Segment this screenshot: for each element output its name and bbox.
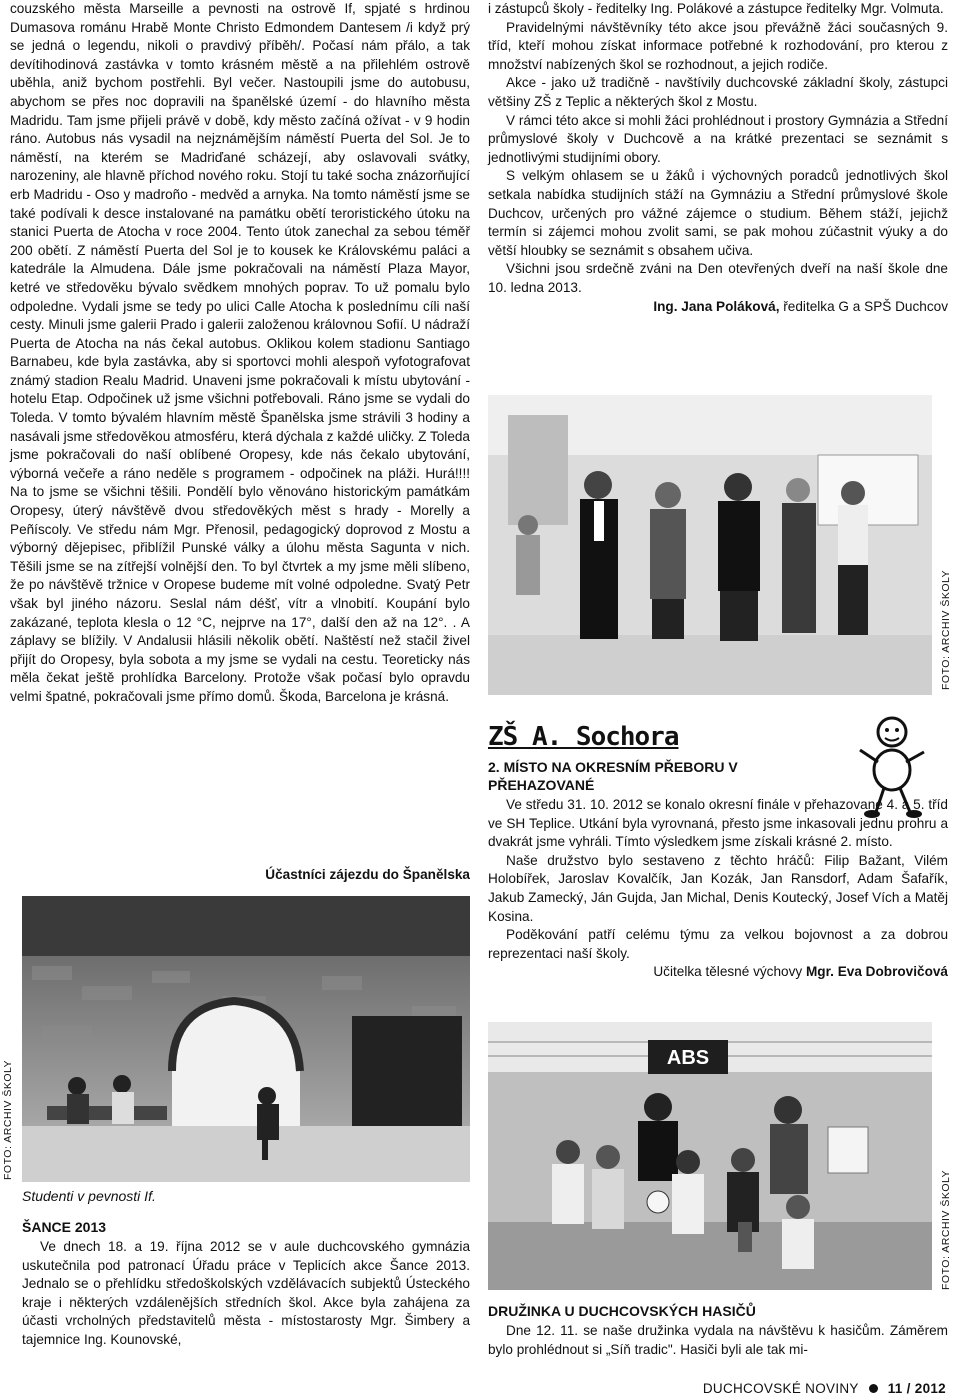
paragraph: Naše družstvo bylo sestaveno z těchto hráčů: Filip Bažant, Vilém Holobířek, Jaroslav Kovalčík, Jan Kozák, Jan Ransdorf, Adam Šafařík, Jakub Zamecký, Ján Gujda, Jan Michal, Denis Koutecký, Josef Vích a Matěj Kosina. xyxy=(488,852,948,924)
paragraph: S velkým ohlasem se u žáků i výchovných poradců jednotlivých škol setkala nabídka studijních stáží na Gymnáziu a Střední průmyslové škole Duchcov, určených pro vážné zájemce o studium. Během stáží, jejichž termín si zájemci mohou zvolit sami, se pak mohou zúčastnit výuky a do větší hloubky se seznámit s obsahem učiva. xyxy=(488,168,948,258)
paragraph: Všichni jsou srdečně zváni na Den otevřených dveří na naší škole dne 10. ledna 2013. xyxy=(488,261,948,295)
fortress-illustration xyxy=(22,896,470,1182)
paragraph: Akce - jako už tradičně - navštívily duchcovské základní školy, zástupci většiny ZŠ z Teplic a některých škol z Mostu. xyxy=(488,75,948,109)
if-photo-caption: Studenti v pevnosti If. xyxy=(22,1188,156,1204)
paragraph: i zástupců školy - ředitelky Ing. Polákové a zástupce ředitelky Mgr. Volmuta. xyxy=(488,1,944,16)
newspaper-title: DUCHCOVSKÉ NOVINY xyxy=(702,1381,859,1396)
team-illustration xyxy=(488,1022,932,1290)
preb-heading: 2. MÍSTO NA OKRESNÍM PŘEBORU V PŘEHAZOVANÉ xyxy=(488,759,738,793)
preb-article xyxy=(488,796,948,982)
issue-number: 11 / 2012 xyxy=(887,1381,946,1396)
sance-signature-name: Ing. Jana Poláková, xyxy=(653,298,780,314)
banner-text: ABS xyxy=(666,1047,710,1069)
sance-continuation xyxy=(488,0,948,316)
sance-text: Ve dnech 18. a 19. října 2012 se v aule duchcovského gymnázia uskutečnila pod patronací Úřadu práce v Teplicích akce Šance 2013. Jednalo se o přehlídku středoškolských vzdělávacích subjektů Ústeckého kraje i některých vzdálenějších středních škol. Akce byla zahájena za účasti vrcholných představitelů města - místostarosty Mgr. Šimbery a tajemnice Ing. Kounovské, xyxy=(22,1239,470,1347)
page-footer xyxy=(703,1381,946,1396)
sance-photo-credit: FOTO: ARCHIV ŠKOLY xyxy=(940,569,952,690)
druzinka-text: Dne 12. 11. se naše družinka vydala na návštěvu k hasičům. Záměrem bylo prohlédnout si „Síň tradic". Hasiči byli ale tak mi- xyxy=(488,1323,948,1357)
paragraph: Ve středu 31. 10. 2012 se konalo okresní finále v přehazované 4. a 5. tříd ve SH Teplice. Utkání byla vyrovnaná, přesto jsme inkasovali jednu prohru a dvakrát jsme vyhráli. Tímto výsledkem jsme získali krásné 2. místo. xyxy=(488,797,948,850)
bullet-icon xyxy=(869,1384,878,1393)
paragraph: Poděkování patří celému týmu za velkou bojovnost a za dobrou reprezentaci naší školy. xyxy=(488,927,948,961)
section-title: ZŠ A. Sochora xyxy=(488,722,679,752)
team-photo-credit: FOTO: ARCHIV ŠKOLY xyxy=(940,1169,952,1290)
spain-article-signature: Účastníci zájezdu do Španělska xyxy=(265,867,470,882)
spain-article-text: couzského města Marseille a pevnosti na ostrově If, spjaté s hrdinou Dumasova románu Hrabě Monte Christo Edmondem Dantesem /i když prý se jedná o legendu, nikoli o pravdivý příběh/. Počasí nám přálo, a tak devítihodinová zastávka v tomto krásném městě a na přilehlém ostrově uběhla, aniž bychom postřehli. Byl večer. Nastoupili jsme do autobusu, abychom se přes noc dopravili na španělské území - do hlavního města Madridu. Tam jsme přijeli právě v době, kdy město začíná ožívat - v 9 hodin ráno. Autobus nás vysadil na nejznámějším náměstí Puerta del Sol. Je to náměstí, na kterém se Madriďané scházejí, aby oslavovali svátky, narozeniny, ale hlavně příchod nového roku. Stojí tu také socha znázorňující erb Madridu - Oso y madroño - medvěd a arnyka. Na tomto náměstí jsme se také podívali k desce instalované na památku obětí teroristického útoku na stanici Puerta de Atocha v roce 2004. Tento útok zanechal za sebou téměř 200 obětí. Z náměstí Puerta del Sol je to kousek ke Královskému paláci a katedrále la Almudena. Dále jsme pokračovali na náměstí Plaza Mayor, ketré ve středověku bývalo svědkem mnohých poprav. To už pomalu bylo odpoledne. Vydali jsme se tedy po ulici Calle Atocha k poslednímu cíli naší cesty. Minuli jsme galerii Prado i galerii založenou královnou Sofií. U nádraží Puerta de Atocha na nás čekal autobus. Oklikou kolem stadionu Santiago Barnabeu, kde byla zastávka, aby si sportovci mohli alespoň vyfotografovat známý stadion Realu Madrid. Unaveni jsme pokračovali k místu ubytování - hotelu Etap. Odpočinek už jsme všichni potřebovali. Ráno jsme se vydali do Toleda. V tomto bývalém hlavním městě Španělska jsme strávili 3 hodiny a nasávali jsme středověkou atmosféru, která dýchala z každé uličky. Z Toleda jsme pokračovali do naší oblíbené Oropesy, kde nás čekalo ubytování, výborná večeře a ráno neděle s programem - odpočinek na pláži. Hurá!!!! Na to jsme se všichni těšili. Pondělí bylo věnováno historickým památkám Oropesy, úterý návštěvě dvou středověkých měst s hrady - Morelly a Peñíscoly. Ve středu nám Mgr. Přenosil, pedagogický doprovod z Mostu a výborný dějepisec, přiblížil Punské války a úlohu města Sagunta v nich. Těšili jsme se na zítřejší volnější den. To byl čtvrtek a my jsme měli slíbeno, že po návštěvě tržnice v Oropese budeme mít volné odpoledne. Svatý Petr však byl jiného názoru. Seslal nám déšť, vítr a vlnobití. Koupání bylo zakázané, teplota klesla o 12 °C, nejprve na 17°, další den až na 12°. . A záplavy se blížily. V Andalusii hlásili několik obětí. Naštěstí než stačil živel přijít do Oropesy, byla sobota a my jsme se vydali na cestu. Teoreticky nás měla čekat ještě prohlídka Barcelony. Protože však počasí bylo opravdu velmi špatné, pokračovali jsme přímo domů. Škoda, Barcelona je krásná. xyxy=(10,1,470,704)
if-fortress-photo xyxy=(22,896,470,1182)
sance-event-photo xyxy=(488,395,932,695)
team-photo xyxy=(488,1022,932,1290)
paragraph: V rámci této akce si mohli žáci prohlédnout i prostory Gymnázia a Střední průmyslové školy v Duchcově a na krátké prezentaci se seznámit s jednotlivými studijními obory. xyxy=(488,112,948,165)
druzinka-heading: DRUŽINKA U DUCHCOVSKÝCH HASIČŮ xyxy=(488,1303,756,1319)
sance-heading: ŠANCE 2013 xyxy=(22,1219,107,1235)
paragraph: Pravidelnými návštěvníky této akce jsou převážně žáci současných 9. tříd, kteří mohou získat informace potřebné k rozhodování, pro kterou z množství nabízených škol se rozhodnout, a jejich rodiče. xyxy=(488,19,948,72)
event-illustration xyxy=(488,395,932,695)
preb-signature xyxy=(488,963,948,982)
sance-signature xyxy=(488,298,948,317)
left-photo-credit: FOTO: ARCHIV ŠKOLY xyxy=(2,1059,14,1180)
sance-signature-role: ředitelka G a SPŠ Duchcov xyxy=(779,298,948,314)
preb-signature-name: Mgr. Eva Dobrovičová xyxy=(805,964,948,980)
preb-signature-role: Učitelka tělesné výchovy xyxy=(653,964,806,980)
